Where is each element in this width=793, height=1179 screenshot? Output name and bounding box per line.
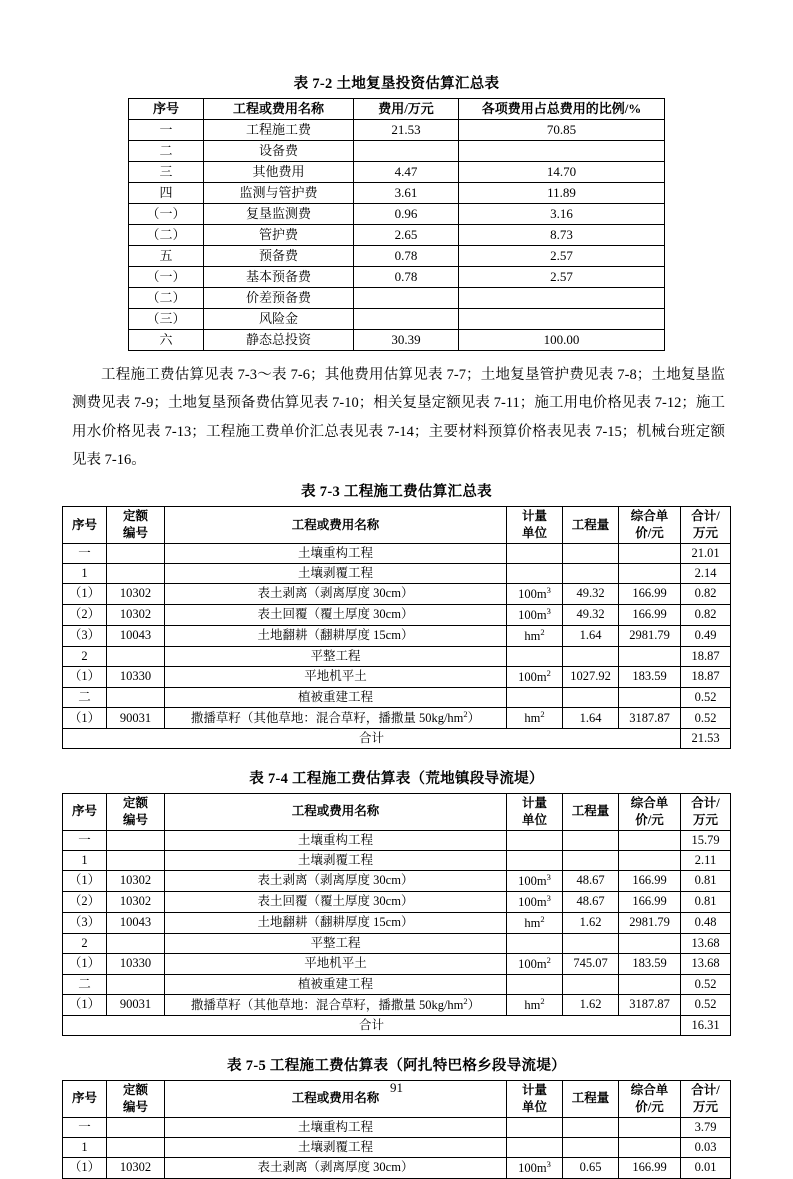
cell <box>507 933 563 953</box>
table-row <box>63 830 731 850</box>
page-number: 91 <box>390 1080 403 1095</box>
column-header: 序号 <box>63 1080 107 1117</box>
table-row <box>129 162 665 183</box>
cell <box>507 687 563 707</box>
table-row <box>63 1157 731 1178</box>
cell: 土壤重构工程 <box>165 1117 507 1137</box>
column-header: 综合单 价/元 <box>619 1080 681 1117</box>
total-value: 16.31 <box>681 1015 731 1035</box>
table-7-5-title: 表 7-5 工程施工费估算表（阿扎特巴格乡段导流堤） <box>227 1057 566 1074</box>
cell <box>107 830 165 850</box>
table-row <box>129 225 665 246</box>
table-row <box>129 141 665 162</box>
cell: 183.59 <box>619 666 681 687</box>
cell: 一 <box>63 543 107 563</box>
cell: 166.99 <box>619 604 681 625</box>
cell: 土壤剥覆工程 <box>165 850 507 870</box>
cell: 30.39 <box>354 330 459 351</box>
table-row <box>63 707 731 728</box>
cell <box>507 1117 563 1137</box>
table-row <box>63 687 731 707</box>
cell: 0.81 <box>681 891 731 912</box>
column-header: 计量 单位 <box>507 793 563 830</box>
table-7-4-title: 表 7-4 工程施工费估算表（荒地镇段导流堤） <box>249 770 544 787</box>
table-row <box>63 646 731 666</box>
cell <box>619 1117 681 1137</box>
cell: 0.52 <box>681 994 731 1015</box>
cell: 49.32 <box>563 604 619 625</box>
cell: 土地翻耕（翻耕厚度 15cm） <box>165 625 507 646</box>
cell: 48.67 <box>563 870 619 891</box>
cell <box>354 288 459 309</box>
cell: 0.82 <box>681 604 731 625</box>
table-row <box>129 309 665 330</box>
table-row <box>129 246 665 267</box>
cell: 0.01 <box>681 1157 731 1178</box>
cell: 183.59 <box>619 953 681 974</box>
table-7-2 <box>128 98 665 351</box>
cell: （二） <box>129 288 204 309</box>
cell: （1） <box>63 666 107 687</box>
cell: 10302 <box>107 583 165 604</box>
cell: 745.07 <box>563 953 619 974</box>
column-header: 定额 编号 <box>107 1080 165 1117</box>
table-7-4 <box>62 793 731 1036</box>
cell <box>107 646 165 666</box>
cell: 管护费 <box>204 225 354 246</box>
table-total-row <box>63 1015 731 1035</box>
cell: 3187.87 <box>619 707 681 728</box>
cell: 1 <box>63 1137 107 1157</box>
table-row <box>129 183 665 204</box>
cell: $100m^3$ <box>507 1157 563 1178</box>
cell: （1） <box>63 583 107 604</box>
cell <box>619 830 681 850</box>
cell: 0.48 <box>681 912 731 933</box>
cell: 10302 <box>107 891 165 912</box>
table-row <box>129 204 665 225</box>
cell: 8.73 <box>459 225 665 246</box>
cell: 其他费用 <box>204 162 354 183</box>
column-header: 工程量 <box>563 507 619 544</box>
cell <box>563 974 619 994</box>
cell: 1027.92 <box>563 666 619 687</box>
cell: （三） <box>129 309 204 330</box>
cell: 10330 <box>107 953 165 974</box>
cell: $hm^2$ <box>507 912 563 933</box>
cell: 2 <box>63 646 107 666</box>
cell: 14.70 <box>459 162 665 183</box>
table-row <box>129 267 665 288</box>
table-header-row <box>63 793 731 830</box>
cell: （2） <box>63 604 107 625</box>
cell: 11.89 <box>459 183 665 204</box>
cell: 2 <box>63 933 107 953</box>
cell: 表土剥离（剥离厚度 30cm） <box>165 870 507 891</box>
cell <box>563 646 619 666</box>
cell: 土壤剥覆工程 <box>165 563 507 583</box>
cell: 166.99 <box>619 891 681 912</box>
cell <box>507 646 563 666</box>
cell <box>563 1137 619 1157</box>
table-total-row <box>63 728 731 748</box>
cell <box>619 563 681 583</box>
cell: 2.57 <box>459 267 665 288</box>
total-value: 21.53 <box>681 728 731 748</box>
cell: 平地机平土 <box>165 953 507 974</box>
cell: 0.52 <box>681 687 731 707</box>
cell <box>107 974 165 994</box>
cell: （3） <box>63 625 107 646</box>
table-row <box>63 891 731 912</box>
cell: 2.11 <box>681 850 731 870</box>
cell <box>354 141 459 162</box>
cell: $hm^2$ <box>507 707 563 728</box>
cell: （1） <box>63 870 107 891</box>
cell: 0.82 <box>681 583 731 604</box>
column-header: 合计/ 万元 <box>681 793 731 830</box>
cell <box>563 687 619 707</box>
cell: 1 <box>63 563 107 583</box>
cell: 复垦监测费 <box>204 204 354 225</box>
cell: 4.47 <box>354 162 459 183</box>
table-7-2-title: 表 7-2 土地复垦投资估算汇总表 <box>293 76 500 92</box>
table-row <box>63 953 731 974</box>
cell: 1.62 <box>563 912 619 933</box>
cell: 工程施工费 <box>204 120 354 141</box>
cell <box>563 933 619 953</box>
cell: 预备费 <box>204 246 354 267</box>
table-row <box>129 120 665 141</box>
cell: （二） <box>129 225 204 246</box>
cell: 166.99 <box>619 870 681 891</box>
cell: 70.85 <box>459 120 665 141</box>
column-header: 工程或费用名称 <box>165 1080 507 1117</box>
cell: 166.99 <box>619 583 681 604</box>
cell: 二 <box>63 974 107 994</box>
cell: 三 <box>129 162 204 183</box>
column-header: 序号 <box>129 99 204 120</box>
cell: 撒播草籽（其他草地：混合草籽，播撒量 $50kg/hm^2$） <box>165 994 507 1015</box>
cell: 一 <box>129 120 204 141</box>
cell <box>563 1117 619 1137</box>
body-paragraph: 工程施工费估算见表 7-3～表 7-6；其他费用估算见表 7-7；土地复垦管护费见表 7-8；土地复垦监测费见表 7-9；土地复垦预备费估算见表 7-10；相关复垦定额见表 7-11；施工用电价格见表 7-12；施工用水价格见表 7-13；工程施工费单价汇总表见表 7-14；主要材料预算价格表见表 7-15；机械台班定额见表 7-16。 <box>72 367 725 468</box>
cell: $100m^3$ <box>507 604 563 625</box>
cell <box>507 1137 563 1157</box>
column-header: 工程量 <box>563 1080 619 1117</box>
cell: 1.64 <box>563 707 619 728</box>
cell: 土壤重构工程 <box>165 543 507 563</box>
cell: 设备费 <box>204 141 354 162</box>
column-header: 工程或费用名称 <box>204 99 354 120</box>
table-row <box>63 850 731 870</box>
cell: 10330 <box>107 666 165 687</box>
cell: 2981.79 <box>619 912 681 933</box>
cell <box>107 850 165 870</box>
column-header: 费用/万元 <box>354 99 459 120</box>
cell: 表土剥离（剥离厚度 30cm） <box>165 1157 507 1178</box>
cell <box>619 543 681 563</box>
cell <box>619 850 681 870</box>
cell: 48.67 <box>563 891 619 912</box>
table-row <box>63 994 731 1015</box>
cell <box>107 933 165 953</box>
table-row <box>63 583 731 604</box>
cell: （2） <box>63 891 107 912</box>
column-header: 计量 单位 <box>507 507 563 544</box>
table-row <box>63 1137 731 1157</box>
cell: $100m^3$ <box>507 870 563 891</box>
column-header: 计量 单位 <box>507 1080 563 1117</box>
cell: 五 <box>129 246 204 267</box>
cell: 平地机平土 <box>165 666 507 687</box>
table-row <box>63 1117 731 1137</box>
cell: 2.65 <box>354 225 459 246</box>
column-header: 综合单 价/元 <box>619 507 681 544</box>
cell: 0.49 <box>681 625 731 646</box>
cell: 植被重建工程 <box>165 687 507 707</box>
column-header: 合计/ 万元 <box>681 1080 731 1117</box>
cell: 2981.79 <box>619 625 681 646</box>
cell <box>619 646 681 666</box>
cell: 六 <box>129 330 204 351</box>
cell: 1.62 <box>563 994 619 1015</box>
column-header: 序号 <box>63 507 107 544</box>
table-7-3 <box>62 506 731 749</box>
cell: 2.14 <box>681 563 731 583</box>
cell <box>563 850 619 870</box>
cell <box>459 309 665 330</box>
cell: $100m^2$ <box>507 666 563 687</box>
cell: 价差预备费 <box>204 288 354 309</box>
cell: 10043 <box>107 912 165 933</box>
cell: 0.81 <box>681 870 731 891</box>
cell: 植被重建工程 <box>165 974 507 994</box>
cell: 100.00 <box>459 330 665 351</box>
cell: 表土回覆（覆土厚度 30cm） <box>165 604 507 625</box>
cell: 土壤剥覆工程 <box>165 1137 507 1157</box>
cell: 表土剥离（剥离厚度 30cm） <box>165 583 507 604</box>
total-label: 合计 <box>63 1015 681 1035</box>
column-header: 序号 <box>63 793 107 830</box>
column-header: 各项费用占总费用的比例/% <box>459 99 665 120</box>
table-row <box>63 625 731 646</box>
cell: 平整工程 <box>165 646 507 666</box>
cell: 二 <box>129 141 204 162</box>
cell: 0.78 <box>354 246 459 267</box>
table-row <box>63 870 731 891</box>
cell: 90031 <box>107 994 165 1015</box>
cell: 0.65 <box>563 1157 619 1178</box>
cell: （1） <box>63 953 107 974</box>
cell <box>563 830 619 850</box>
cell: 四 <box>129 183 204 204</box>
cell: 13.68 <box>681 953 731 974</box>
cell: $hm^2$ <box>507 625 563 646</box>
cell <box>619 687 681 707</box>
cell <box>507 830 563 850</box>
cell: 0.78 <box>354 267 459 288</box>
column-header: 定额 编号 <box>107 507 165 544</box>
cell <box>507 543 563 563</box>
cell <box>619 974 681 994</box>
cell: 表土回覆（覆土厚度 30cm） <box>165 891 507 912</box>
cell <box>107 687 165 707</box>
cell <box>107 543 165 563</box>
cell: 平整工程 <box>165 933 507 953</box>
cell: 0.96 <box>354 204 459 225</box>
cell: 3.16 <box>459 204 665 225</box>
table-row <box>63 666 731 687</box>
cell: 90031 <box>107 707 165 728</box>
cell <box>107 563 165 583</box>
table-row <box>63 912 731 933</box>
cell: 10302 <box>107 1157 165 1178</box>
cell: （3） <box>63 912 107 933</box>
cell: 10302 <box>107 870 165 891</box>
cell: 基本预备费 <box>204 267 354 288</box>
cell: 静态总投资 <box>204 330 354 351</box>
cell: 166.99 <box>619 1157 681 1178</box>
table-row <box>63 543 731 563</box>
cell: 风险金 <box>204 309 354 330</box>
table-row <box>63 933 731 953</box>
cell: 二 <box>63 687 107 707</box>
column-header: 综合单 价/元 <box>619 793 681 830</box>
cell: 土地翻耕（翻耕厚度 15cm） <box>165 912 507 933</box>
cell: 21.01 <box>681 543 731 563</box>
cell: 0.52 <box>681 707 731 728</box>
cell: 一 <box>63 830 107 850</box>
column-header: 工程量 <box>563 793 619 830</box>
table-row <box>129 330 665 351</box>
cell <box>459 141 665 162</box>
cell: 0.03 <box>681 1137 731 1157</box>
cell: 3.79 <box>681 1117 731 1137</box>
cell <box>563 543 619 563</box>
cell <box>507 850 563 870</box>
cell: （一） <box>129 204 204 225</box>
cell <box>619 933 681 953</box>
cell: $100m^3$ <box>507 583 563 604</box>
table-7-3-title: 表 7-3 工程施工费估算汇总表 <box>301 484 492 501</box>
column-header: 工程或费用名称 <box>165 507 507 544</box>
table-row <box>63 563 731 583</box>
cell <box>563 563 619 583</box>
table-row <box>63 974 731 994</box>
cell: （一） <box>129 267 204 288</box>
total-label: 合计 <box>63 728 681 748</box>
cell: 一 <box>63 1117 107 1137</box>
cell: 1 <box>63 850 107 870</box>
table-row <box>63 604 731 625</box>
cell: 撒播草籽（其他草地：混合草籽，播撒量 $50kg/hm^2$） <box>165 707 507 728</box>
cell: 3.61 <box>354 183 459 204</box>
table-row <box>129 288 665 309</box>
cell: 土壤重构工程 <box>165 830 507 850</box>
cell <box>107 1117 165 1137</box>
cell <box>619 1137 681 1157</box>
column-header: 定额 编号 <box>107 793 165 830</box>
cell: 49.32 <box>563 583 619 604</box>
cell: 15.79 <box>681 830 731 850</box>
cell: $hm^2$ <box>507 994 563 1015</box>
cell: $100m^3$ <box>507 891 563 912</box>
cell: 18.87 <box>681 666 731 687</box>
cell: 0.52 <box>681 974 731 994</box>
cell: （1） <box>63 707 107 728</box>
column-header: 工程或费用名称 <box>165 793 507 830</box>
cell: 21.53 <box>354 120 459 141</box>
cell: 2.57 <box>459 246 665 267</box>
cell: 10043 <box>107 625 165 646</box>
cell: 监测与管护费 <box>204 183 354 204</box>
cell <box>507 563 563 583</box>
cell: 3187.87 <box>619 994 681 1015</box>
cell: 1.64 <box>563 625 619 646</box>
cell: $100m^2$ <box>507 953 563 974</box>
cell: 13.68 <box>681 933 731 953</box>
cell: 10302 <box>107 604 165 625</box>
cell: 18.87 <box>681 646 731 666</box>
cell <box>107 1137 165 1157</box>
table-header-row <box>129 99 665 120</box>
column-header: 合计/ 万元 <box>681 507 731 544</box>
cell: （1） <box>63 994 107 1015</box>
cell <box>354 309 459 330</box>
cell <box>459 288 665 309</box>
cell: （1） <box>63 1157 107 1178</box>
cell <box>507 974 563 994</box>
